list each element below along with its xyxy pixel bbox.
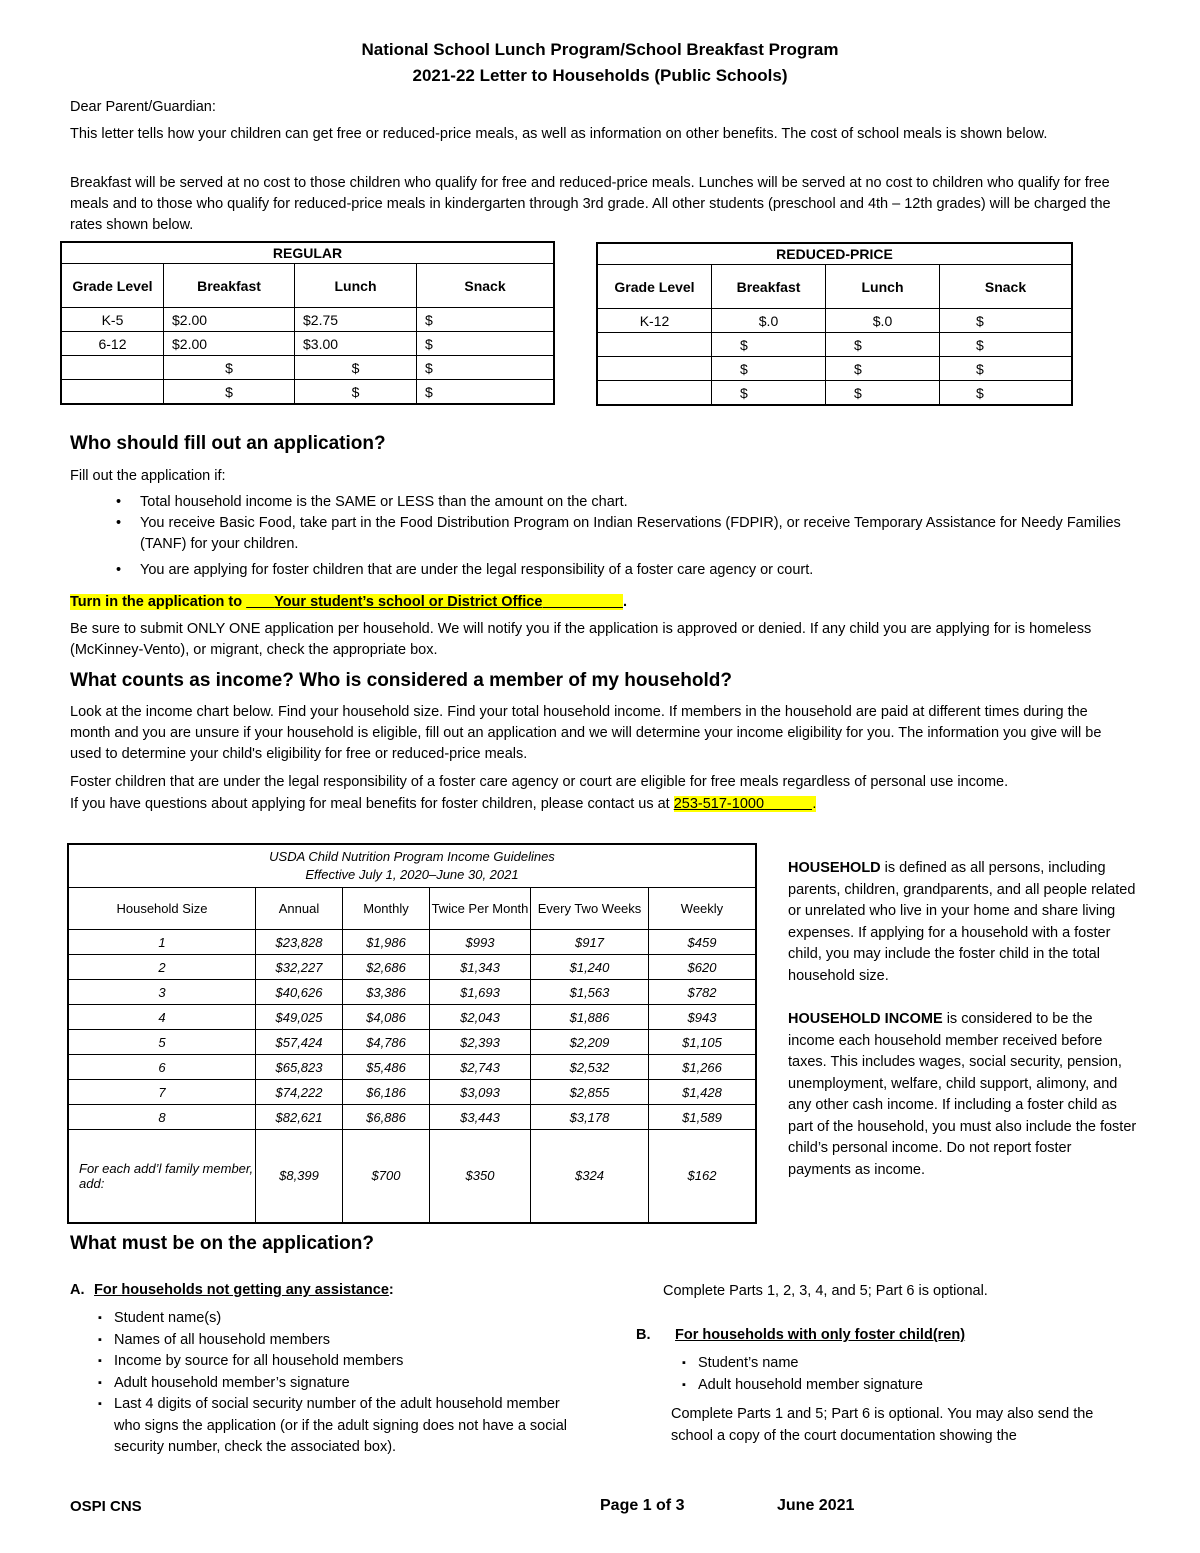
table-cell: $.0 [826, 309, 940, 333]
table-cell: $2,855 [531, 1080, 649, 1105]
table-cell: $ [940, 357, 1073, 381]
table-caption [68, 844, 756, 888]
table-cell: $6,886 [343, 1105, 430, 1130]
table-row [61, 380, 554, 405]
column-header: Twice Per Month [430, 888, 531, 930]
table-cell: $2,043 [430, 1005, 531, 1030]
table-cell: 2 [68, 955, 256, 980]
table-cell: $ [295, 356, 417, 380]
intro-paragraph-2: Breakfast will be served at no cost to those children who qualify for free and reduced-price meals. Lunches will be served at no cost to children who qualify for free meals and to those who qualify for reduced-price meals in kindergarten through 3rd grade. All other students (preschool and 4th – 12th grades) will be charged the rates shown below. [70, 175, 1111, 233]
document-title: National School Lunch Program/School Breakfast Program [361, 40, 839, 59]
part-b-list [654, 1353, 1114, 1396]
part-b-label: B. [636, 1327, 651, 1343]
column-header: Household Size [68, 888, 256, 930]
table-cell: 1 [68, 930, 256, 955]
part-a-list [70, 1308, 590, 1459]
table-cell: $74,222 [256, 1080, 343, 1105]
table-row [597, 357, 1072, 381]
table-cell: $ [164, 380, 295, 405]
greeting: Dear Parent/Guardian: [70, 99, 216, 115]
table-cell: $57,424 [256, 1030, 343, 1055]
table-cell: $943 [649, 1005, 757, 1030]
who-lead: Fill out the application if: [70, 468, 226, 484]
footer-page-number: Page 1 of 3 [600, 1497, 685, 1514]
table-cell: $1,105 [649, 1030, 757, 1055]
guidelines-title: USDA Child Nutrition Program Income Guidelines [269, 849, 555, 864]
table-cell [597, 381, 712, 406]
part-a-title: For households not getting any assistance [94, 1282, 389, 1298]
table-cell: $2.00 [164, 308, 295, 332]
table-row [68, 1055, 756, 1080]
table-cell: $1,589 [649, 1105, 757, 1130]
table-cell: 6-12 [61, 332, 164, 356]
table-row [61, 308, 554, 332]
table-cell: $.0 [712, 309, 826, 333]
table-cell: $3,093 [430, 1080, 531, 1105]
table-cell: $8,399 [256, 1130, 343, 1223]
document-subtitle: 2021-22 Letter to Households (Public Schools) [412, 66, 788, 85]
table-cell: $40,626 [256, 980, 343, 1005]
table-cell: $2,209 [531, 1030, 649, 1055]
table-cell: $1,563 [531, 980, 649, 1005]
table-cell: $350 [430, 1130, 531, 1223]
eligibility-list [70, 492, 1130, 581]
column-header: Monthly [343, 888, 430, 930]
table-cell: $3,178 [531, 1105, 649, 1130]
table-cell: $32,227 [256, 955, 343, 980]
part-b-title: For households with only foster child(ren) [675, 1327, 966, 1343]
table-cell: $ [712, 333, 826, 357]
list-item: ▪ Income by source for all household members [70, 1351, 590, 1373]
reduced-price-table [596, 242, 1073, 406]
income-guidelines-table [67, 843, 757, 1224]
table-cell: $ [417, 356, 555, 380]
table-cell: $ [417, 380, 555, 405]
contact-period: . [812, 796, 817, 812]
column-header: Lunch [826, 265, 940, 309]
submit-note: Be sure to submit ONLY ONE application per household. We will notify you if the application is approved or denied. If any child you are applying for is homeless (McKinney-Vento), or migrant, check the appropriate box. [70, 621, 1092, 658]
list-item: ▪ Adult household member’s signature [70, 1373, 590, 1395]
turn-in-location: Your student’s school or District Office [274, 594, 543, 610]
table-cell: $3,443 [430, 1105, 531, 1130]
table-cell [61, 380, 164, 405]
table-cell: $ [712, 357, 826, 381]
table-caption: REGULAR [61, 242, 554, 264]
table-cell: $1,886 [531, 1005, 649, 1030]
table-cell: $ [826, 357, 940, 381]
column-header: Snack [940, 265, 1073, 309]
table-cell: $917 [531, 930, 649, 955]
table-cell: $2,743 [430, 1055, 531, 1080]
regular-price-table [60, 241, 555, 405]
definition-text: is defined as all persons, including parents, children, grandparents, and all people related or unrelated who live in your home and share living expenses. If applying for a household with a foster child, you may include the foster child in the total household size. [788, 860, 1136, 984]
household-income-definition [788, 1009, 1138, 1181]
table-cell: $ [940, 309, 1073, 333]
table-cell: 5 [68, 1030, 256, 1055]
intro-paragraph-1: This letter tells how your children can get free or reduced-price meals, as well as information on other benefits. The cost of school meals is shown below. [70, 126, 1048, 142]
column-header: Snack [417, 264, 555, 308]
table-row [61, 332, 554, 356]
table-cell: For each add’l family member, add: [68, 1130, 256, 1223]
table-cell: $ [940, 381, 1073, 406]
table-row [68, 1005, 756, 1030]
part-a-colon: : [388, 1282, 394, 1298]
table-cell: $1,693 [430, 980, 531, 1005]
foster-paragraph: Foster children that are under the legal responsibility of a foster care agency or court are eligible for free meals regardless of personal use income. [70, 774, 1009, 790]
income-paragraph-1: Look at the income chart below. Find your household size. Find your total household income. If members in the household are paid at different times during the month and you are unsure if your household is eligible, fill out an application and we will determine your income eligibility for you. The information you give will be used to determine your child's eligibility for free or reduced-price meals. [70, 704, 1102, 762]
table-cell: $620 [649, 955, 757, 980]
table-cell [61, 356, 164, 380]
contact-text: If you have questions about applying for meal benefits for foster children, please contact us at [70, 796, 674, 812]
column-header: Annual [256, 888, 343, 930]
column-header: Breakfast [164, 264, 295, 308]
household-definition [788, 858, 1138, 987]
table-cell: 6 [68, 1055, 256, 1080]
contact-line [70, 794, 1130, 815]
turn-in-line [70, 592, 1130, 613]
table-row [68, 955, 756, 980]
table-cell: $2.75 [295, 308, 417, 332]
table-cell: $ [940, 333, 1073, 357]
table-cell: $3,386 [343, 980, 430, 1005]
table-row [68, 980, 756, 1005]
turn-in-trail [542, 594, 623, 610]
list-item: ▪ Adult household member signature [654, 1375, 1114, 1397]
table-row [61, 356, 554, 380]
list-item: ▪ Names of all household members [70, 1330, 590, 1352]
table-cell: $4,786 [343, 1030, 430, 1055]
part-a-heading [70, 1282, 394, 1298]
list-item: • You receive Basic Food, take part in the Food Distribution Program on Indian Reservations (FDPIR), or receive Temporary Assistance for Needy Families (TANF) for your children. [70, 513, 1130, 555]
contact-phone-pad [764, 796, 812, 812]
list-item: • Total household income is the SAME or LESS than the amount on the chart. [70, 492, 1130, 513]
definition-term: HOUSEHOLD [788, 860, 881, 876]
table-row [68, 1030, 756, 1055]
table-cell: $2,686 [343, 955, 430, 980]
table-cell: $782 [649, 980, 757, 1005]
list-item: ▪ Student name(s) [70, 1308, 590, 1330]
table-row [68, 1105, 756, 1130]
table-cell: $459 [649, 930, 757, 955]
part-b-heading [636, 1327, 965, 1343]
table-cell: $2,393 [430, 1030, 531, 1055]
part-a-complete: Complete Parts 1, 2, 3, 4, and 5; Part 6 is optional. [663, 1283, 988, 1299]
table-cell: $324 [531, 1130, 649, 1223]
table-cell: $ [417, 332, 555, 356]
table-cell: $ [826, 381, 940, 406]
table-row [68, 1080, 756, 1105]
column-header: Grade Level [61, 264, 164, 308]
column-header: Grade Level [597, 265, 712, 309]
table-cell: $ [164, 356, 295, 380]
table-cell: $162 [649, 1130, 757, 1223]
table-cell: $ [417, 308, 555, 332]
table-caption: REDUCED-PRICE [597, 243, 1072, 265]
footer-org: OSPI CNS [70, 1498, 142, 1515]
section-heading-income: What counts as income? Who is considered a member of my household? [70, 670, 732, 691]
table-cell: $2.00 [164, 332, 295, 356]
table-cell: $1,428 [649, 1080, 757, 1105]
table-cell: 3 [68, 980, 256, 1005]
table-cell: $700 [343, 1130, 430, 1223]
column-header: Breakfast [712, 265, 826, 309]
definition-term: HOUSEHOLD INCOME [788, 1011, 943, 1027]
table-cell: $3.00 [295, 332, 417, 356]
section-heading-application: What must be on the application? [70, 1233, 374, 1254]
table-cell: 4 [68, 1005, 256, 1030]
table-cell: $49,025 [256, 1005, 343, 1030]
column-header: Every Two Weeks [531, 888, 649, 930]
table-cell [597, 333, 712, 357]
list-item: • You are applying for foster children that are under the legal responsibility of a foster care agency or court. [70, 560, 1130, 581]
table-cell: $4,086 [343, 1005, 430, 1030]
table-cell: $1,343 [430, 955, 531, 980]
table-cell: $993 [430, 930, 531, 955]
table-cell: $5,486 [343, 1055, 430, 1080]
table-cell [597, 357, 712, 381]
turn-in-period: . [622, 594, 627, 610]
table-cell: $ [826, 333, 940, 357]
table-cell: $23,828 [256, 930, 343, 955]
table-cell: 8 [68, 1105, 256, 1130]
table-cell: K-12 [597, 309, 712, 333]
section-heading-who: Who should fill out an application? [70, 433, 386, 454]
table-cell: $1,266 [649, 1055, 757, 1080]
table-cell: $ [295, 380, 417, 405]
definition-text: is considered to be the income each household member received before taxes. This includes wages, social security, pension, unemployment, welfare, child support, alimony, and any other cash income. If including a foster child as part of the household, you must also include the foster child’s personal income. Do not report foster payments as income. [788, 1011, 1137, 1178]
part-a-label: A. [70, 1282, 85, 1298]
table-row [597, 381, 1072, 406]
table-cell: K-5 [61, 308, 164, 332]
table-cell: $65,823 [256, 1055, 343, 1080]
table-cell: $2,532 [531, 1055, 649, 1080]
turn-in-blank [246, 594, 274, 610]
table-cell: 7 [68, 1080, 256, 1105]
part-b-complete: Complete Parts 1 and 5; Part 6 is optional. You may also send the school a copy of the court documentation showing the [671, 1406, 1094, 1444]
table-cell: $82,621 [256, 1105, 343, 1130]
table-cell: $1,986 [343, 930, 430, 955]
guidelines-effective: Effective July 1, 2020–June 30, 2021 [305, 867, 519, 882]
table-row [597, 309, 1072, 333]
table-cell: $ [712, 381, 826, 406]
list-item: ▪ Last 4 digits of social security number of the adult household member who signs the application (or if the adult signing does not have a social security number, check the associated box). [70, 1394, 590, 1459]
turn-in-label: Turn in the application to [70, 594, 247, 610]
contact-phone[interactable]: 253-517-1000 [673, 796, 765, 812]
list-item: ▪ Student’s name [654, 1353, 1114, 1375]
table-row [597, 333, 1072, 357]
column-header: Weekly [649, 888, 757, 930]
column-header: Lunch [295, 264, 417, 308]
table-cell: $1,240 [531, 955, 649, 980]
footer-date: June 2021 [777, 1497, 855, 1514]
table-row [68, 930, 756, 955]
table-cell: $6,186 [343, 1080, 430, 1105]
table-row [68, 1130, 756, 1223]
